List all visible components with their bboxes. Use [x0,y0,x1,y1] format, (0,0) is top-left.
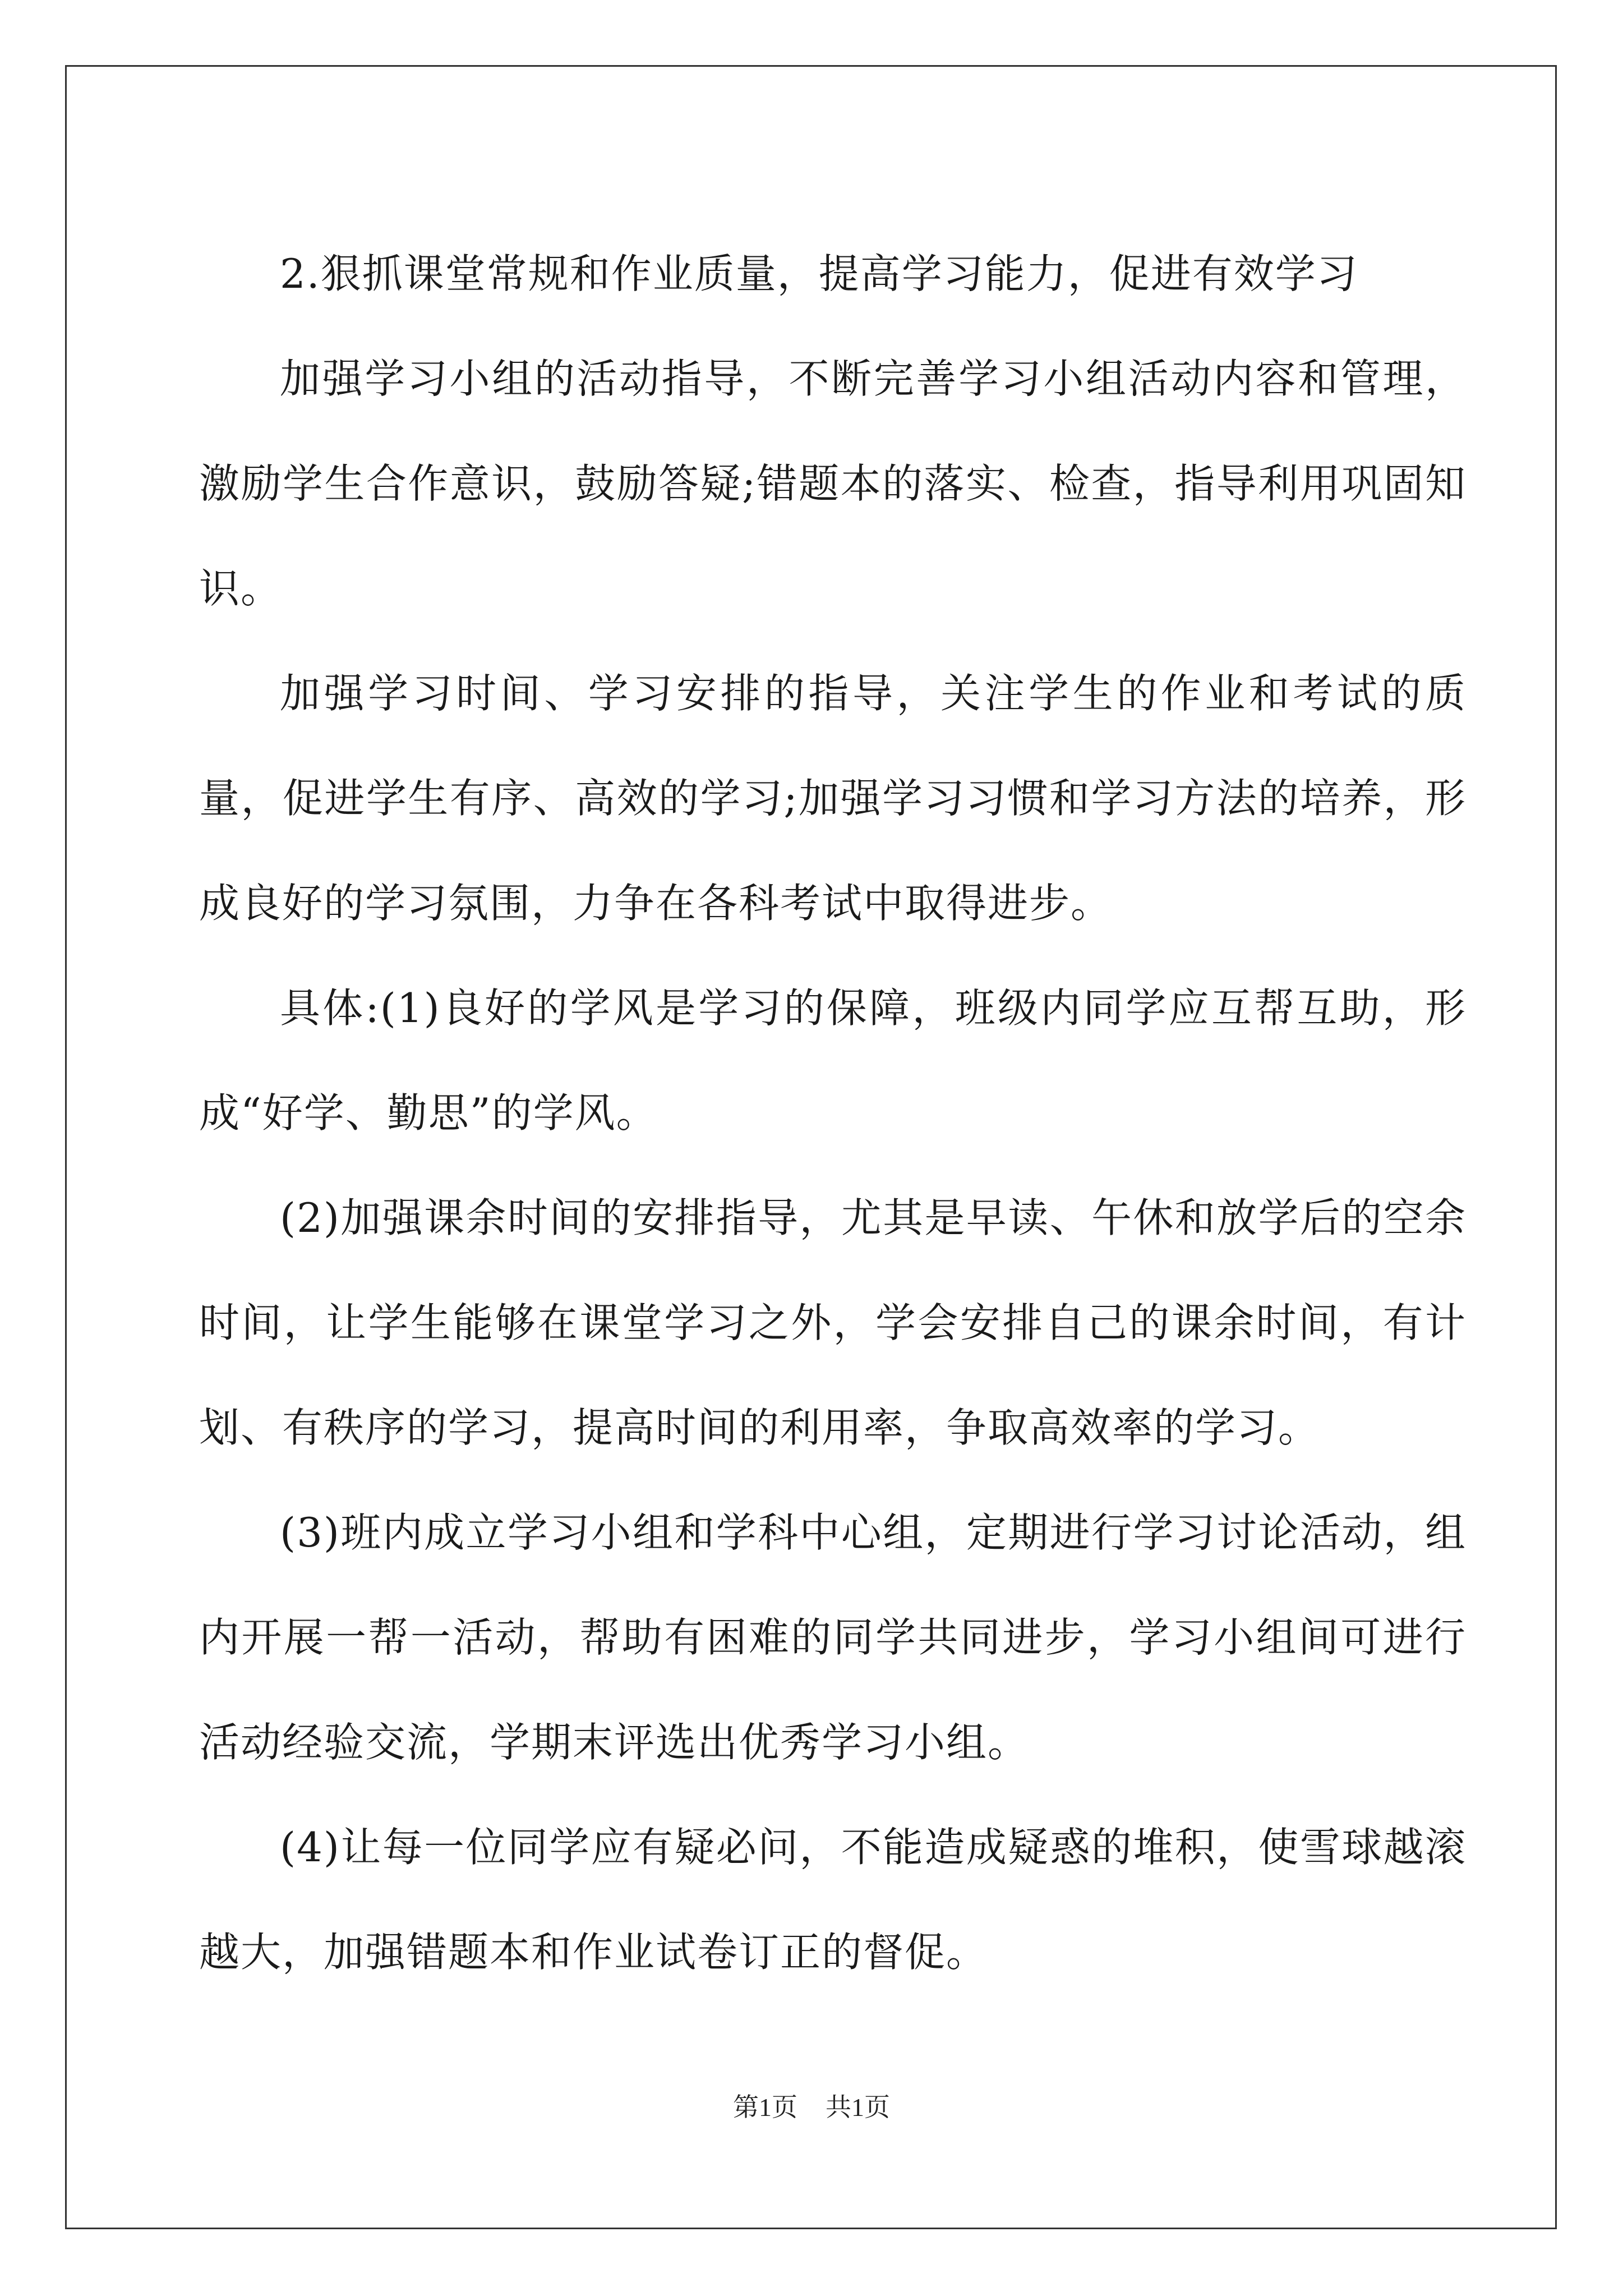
page-number-current: 第1页 [733,2093,797,2122]
paragraph: 具体:(1)良好的学风是学习的保障，班级内同学应互帮互助，形成“好学、勤思”的学风。 [199,984,1467,1137]
paragraph: 加强学习时间、学习安排的指导，关注学生的作业和考试的质量，促进学生有序、高效的学习;加强学习习惯和学习方法的培养，形成良好的学习氛围，力争在各科考试中取得进步。 [199,670,1467,927]
paragraph: (2)加强课余时间的安排指导，尤其是早读、午休和放学后的空余时间，让学生能够在课堂学习之外，学会安排自己的课余时间，有计划、有秩序的学习，提高时间的利用率，争取高效率的学习。 [199,1194,1467,1451]
paragraph-heading: 2.狠抓课堂常规和作业质量，提高学习能力，促进有效学习 [280,250,1358,297]
paragraph: (4)让每一位同学应有疑必问，不能造成疑惑的堆积，使雪球越滚越大，加强错题本和作业试卷订正的督促。 [199,1824,1467,1976]
page-number-total: 共1页 [826,2093,890,2122]
document-body [199,222,1467,2005]
paragraph: 加强学习小组的活动指导，不断完善学习小组活动内容和管理，激励学生合作意识，鼓励答疑;错题本的落实、检查，指导利用巩固知识。 [199,355,1467,612]
page-footer [0,2087,1623,2124]
paragraph: (3)班内成立学习小组和学科中心组，定期进行学习讨论活动，组内开展一帮一活动，帮助有困难的同学共同进步，学习小组间可进行活动经验交流，学期末评选出优秀学习小组。 [199,1509,1467,1766]
